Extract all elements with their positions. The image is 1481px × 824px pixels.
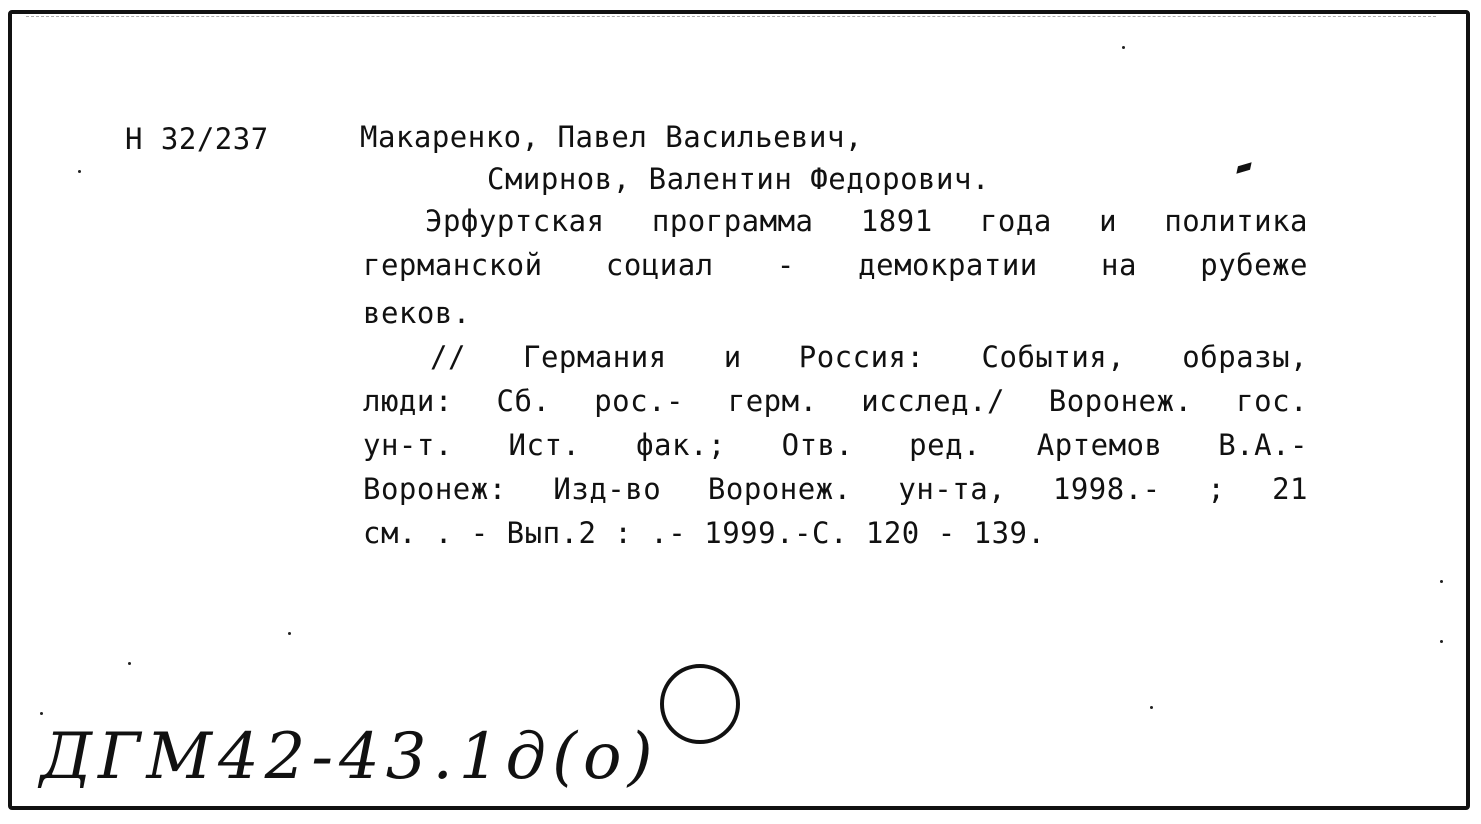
source-line-3: ун-т. Ист. фак.; Отв. ред. Артемов В.А.- [363,428,1308,462]
handwritten-code [30,700,659,810]
scan-speck [1122,46,1125,49]
source-line-4: Воронеж: Изд-во Воронеж. ун-та, 1998.- ; 21 [363,472,1308,506]
scan-speck [1150,706,1153,709]
title-line-2: германской социал - демократии на рубеже [363,248,1308,282]
title-line-1: Эрфуртская программа 1891 года и политика [425,204,1308,238]
source-line-5: см. . - Вып.2 : .- 1999.-С. 120 - 139. [363,516,1046,550]
author-line-1: Макаренко, Павел Васильевич, [360,120,863,154]
title-line-3: веков. [363,296,471,330]
scan-speck [40,712,43,715]
circle-stamp [660,664,740,744]
scan-speck [1440,640,1443,643]
author-line-2: Смирнов, Валентин Федорович. [487,162,990,196]
source-line-2: люди: Сб. рос.- герм. исслед./ Воронеж. гос. [363,384,1308,418]
source-line-1: // Германия и Россия: События, образы, [430,340,1308,374]
handwritten-code-text: ДГМ42-43.1д(о) [40,720,659,794]
scan-speck [1440,580,1443,583]
scan-speck [128,662,131,665]
scan-noise-line [26,16,1436,21]
scan-speck [288,632,291,635]
scan-speck [78,170,81,173]
call-number: Н 32/237 [125,122,269,156]
